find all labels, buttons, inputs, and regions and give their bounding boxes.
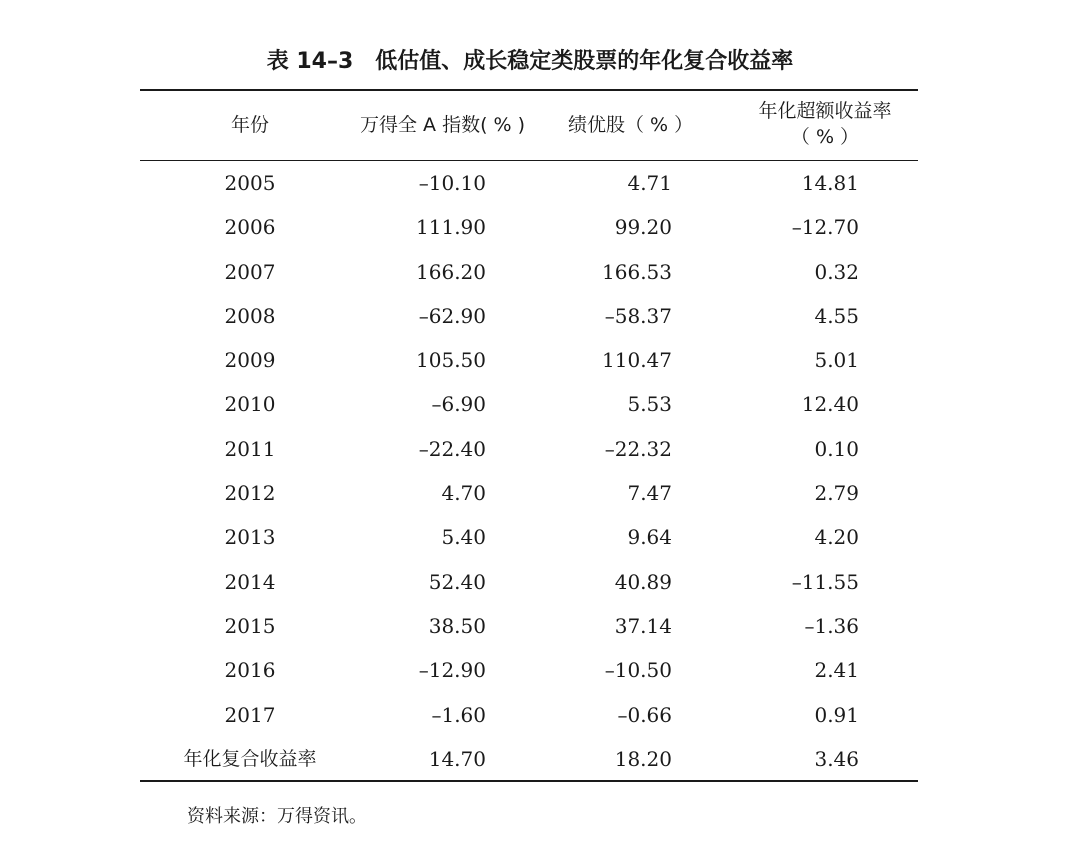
wind-index-cell: –62.90 xyxy=(418,303,486,328)
excess-return-cell: 0.32 xyxy=(814,259,859,284)
table-row xyxy=(0,648,1075,692)
year-cell: 2014 xyxy=(224,569,276,594)
blue-chip-cell: 7.47 xyxy=(627,481,672,506)
source-note: 资料来源：万得资讯。 xyxy=(187,806,367,827)
table-row xyxy=(0,250,1075,294)
wind-index-cell: –22.40 xyxy=(418,436,486,461)
year-cell: 2009 xyxy=(224,348,276,373)
blue-chip-cell: 40.89 xyxy=(614,569,672,594)
year-cell: 2017 xyxy=(224,702,276,727)
blue-chip-cell: 18.20 xyxy=(614,746,672,771)
header-excess-return xyxy=(740,98,910,150)
blue-chip-cell: 4.71 xyxy=(627,171,672,195)
header-excess-line1: 年化超额收益率 xyxy=(758,100,892,122)
excess-return-cell: 4.20 xyxy=(814,525,859,550)
blue-chip-cell: –22.32 xyxy=(604,436,672,461)
blue-chip-cell: –0.66 xyxy=(617,702,672,727)
table-body xyxy=(0,161,1075,781)
wind-index-cell: 166.20 xyxy=(416,259,486,284)
table-caption: 低估值、成长稳定类股票的年化复合收益率 xyxy=(375,49,794,74)
excess-return-cell: –12.70 xyxy=(791,215,859,240)
year-cell: 2006 xyxy=(224,215,276,240)
header-year: 年份 xyxy=(230,114,269,136)
excess-return-cell: 0.91 xyxy=(814,702,859,727)
table-row xyxy=(0,427,1075,471)
table-row xyxy=(0,471,1075,515)
table-row xyxy=(0,737,1075,781)
year-cell: 2013 xyxy=(224,525,276,550)
wind-index-cell: 4.70 xyxy=(441,481,486,506)
table-row xyxy=(0,515,1075,559)
wind-index-cell: 111.90 xyxy=(416,215,486,240)
wind-index-cell: 14.70 xyxy=(428,746,486,771)
wind-index-cell: –6.90 xyxy=(431,392,486,417)
blue-chip-cell: 5.53 xyxy=(627,392,672,417)
excess-return-cell: –1.36 xyxy=(804,613,859,638)
header-blue-chip: 绩优股（ % ） xyxy=(568,114,694,136)
wind-index-cell: 105.50 xyxy=(416,348,486,373)
excess-return-cell: 12.40 xyxy=(801,392,859,417)
blue-chip-cell: 166.53 xyxy=(602,259,672,284)
excess-return-cell: 3.46 xyxy=(814,746,859,771)
blue-chip-cell: 9.64 xyxy=(627,525,672,550)
excess-return-cell: 2.41 xyxy=(814,658,859,683)
year-cell: 2005 xyxy=(224,171,276,195)
table-row xyxy=(0,382,1075,426)
table-row xyxy=(0,161,1075,205)
header-wind-index: 万得全 A 指数( % ) xyxy=(360,114,526,136)
wind-index-cell: 38.50 xyxy=(428,613,486,638)
table-row xyxy=(0,693,1075,737)
table-row xyxy=(0,604,1075,648)
header-excess-line2: （ % ） xyxy=(790,126,860,148)
excess-return-cell: 0.10 xyxy=(814,436,859,461)
blue-chip-cell: 99.20 xyxy=(614,215,672,240)
year-cell: 2016 xyxy=(224,658,276,683)
blue-chip-cell: –10.50 xyxy=(604,658,672,683)
top-rule xyxy=(140,89,918,91)
table-row xyxy=(0,338,1075,382)
wind-index-cell: 52.40 xyxy=(428,569,486,594)
excess-return-cell: –11.55 xyxy=(791,569,859,594)
excess-return-cell: 4.55 xyxy=(814,303,859,328)
year-cell: 2012 xyxy=(224,481,276,506)
table-row xyxy=(0,205,1075,249)
year-cell: 2008 xyxy=(224,303,276,328)
table-title xyxy=(0,44,1060,75)
excess-return-cell: 14.81 xyxy=(801,171,859,195)
blue-chip-cell: 37.14 xyxy=(614,613,672,638)
blue-chip-cell: –58.37 xyxy=(604,303,672,328)
wind-index-cell: –1.60 xyxy=(431,702,486,727)
year-cell: 年化复合收益率 xyxy=(183,747,317,770)
year-cell: 2007 xyxy=(224,259,276,284)
year-cell: 2010 xyxy=(224,392,276,417)
excess-return-cell: 5.01 xyxy=(814,348,859,373)
table-row xyxy=(0,560,1075,604)
year-cell: 2011 xyxy=(224,436,276,461)
table-row xyxy=(0,294,1075,338)
wind-index-cell: –10.10 xyxy=(418,171,486,195)
wind-index-cell: –12.90 xyxy=(418,658,486,683)
blue-chip-cell: 110.47 xyxy=(602,348,672,373)
excess-return-cell: 2.79 xyxy=(814,481,859,506)
table-number: 表 14–3 xyxy=(266,49,354,74)
year-cell: 2015 xyxy=(224,613,276,638)
bottom-rule xyxy=(140,780,918,782)
wind-index-cell: 5.40 xyxy=(441,525,486,550)
